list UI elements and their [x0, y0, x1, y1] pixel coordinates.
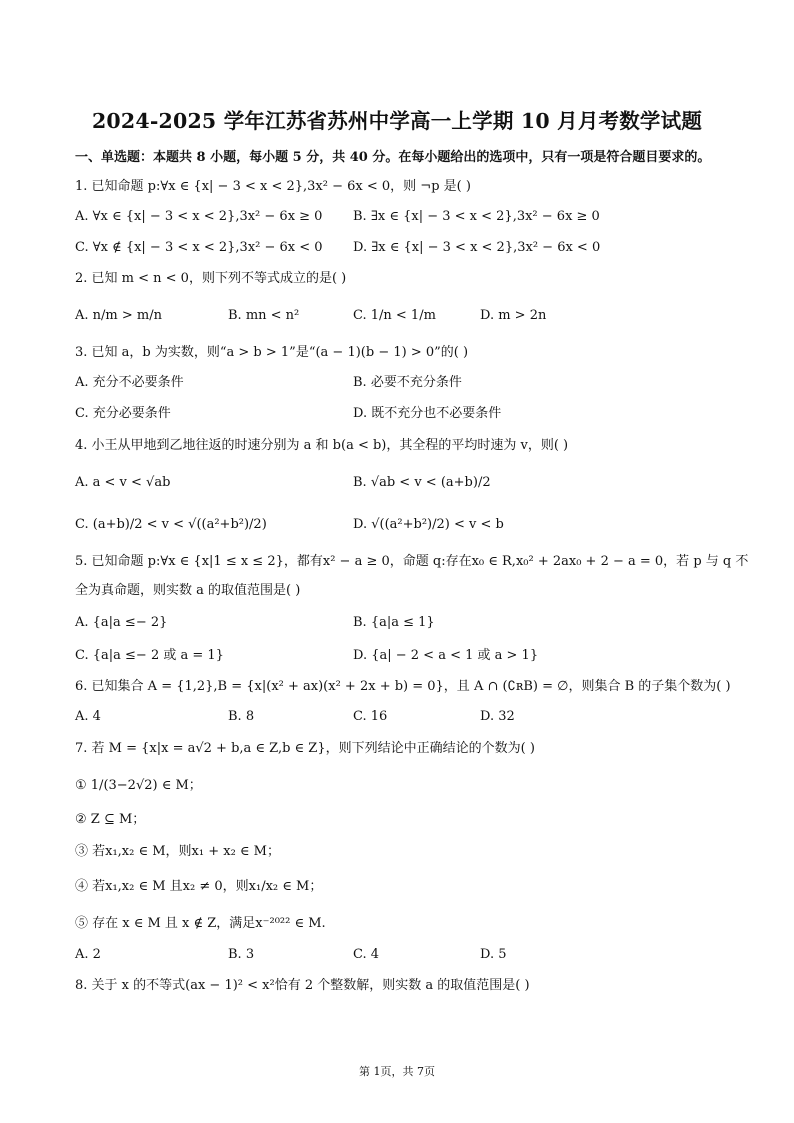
question-6-option-c: C. 16: [353, 709, 388, 724]
question-2-option-b: B. mn < n²: [228, 308, 300, 323]
question-5-option-d: D. {a| − 2 < a < 1 或 a > 1}: [353, 648, 539, 663]
question-1-option-b: B. ∃x ∈ {x| − 3 < x < 2},3x² − 6x ≥ 0: [353, 209, 600, 224]
question-6-option-a: A. 4: [75, 709, 101, 724]
question-7-option-a: A. 2: [75, 947, 101, 962]
question-3-option-d: D. 既不充分也不必要条件: [353, 406, 502, 421]
question-7-option-c: C. 4: [353, 947, 380, 962]
question-3-option-b: B. 必要不充分条件: [353, 375, 462, 390]
question-4-option-c: C. (a+b)/2 < v < √((a²+b²)/2): [75, 517, 267, 532]
section-heading: 一、单选题：本题共 8 小题，每小题 5 分，共 40 分。在每小题给出的选项中，只有一项是符合题目要求的。: [75, 150, 711, 165]
question-2-option-a: A. n/m > m/n: [75, 308, 162, 323]
question-6-option-d: D. 32: [480, 709, 515, 724]
question-3-stem: 3. 已知 a，b 为实数，则“a > b > 1”是“(a − 1)(b − 1) > 0”的( ): [75, 345, 469, 360]
question-1-option-a: A. ∀x ∈ {x| − 3 < x < 2},3x² − 6x ≥ 0: [75, 209, 323, 224]
question-4-option-b: B. √ab < v < (a+b)/2: [353, 475, 491, 490]
question-6-stem: 6. 已知集合 A = {1,2},B = {x|(x² + ax)(x² + 2x + b) = 0}，且 A ∩ (∁ʀB) = ∅，则集合 B 的子集个数为( ): [75, 679, 731, 694]
question-8-stem: 8. 关于 x 的不等式(ax − 1)² < x²恰有 2 个整数解，则实数 a 的取值范围是( ): [75, 978, 530, 993]
question-5-option-c: C. {a|a ≤− 2 或 a = 1}: [75, 648, 224, 663]
question-7-statement-5: ⑤ 存在 x ∈ M 且 x ∉ Z，满足x⁻²⁰²² ∈ M.: [75, 916, 326, 931]
page-footer: 第 1页，共 7页: [359, 1065, 435, 1078]
page-title: 2024-2025 学年江苏省苏州中学高一上学期 10 月月考数学试题: [91, 109, 703, 133]
question-2-option-d: D. m > 2n: [480, 308, 547, 323]
question-7-stem: 7. 若 M = {x|x = a√2 + b,a ∈ Z,b ∈ Z}，则下列结论中正确结论的个数为( ): [75, 741, 535, 756]
question-7-option-b: B. 3: [228, 947, 255, 962]
question-4-option-d: D. √((a²+b²)/2) < v < b: [353, 517, 504, 532]
question-5-option-a: A. {a|a ≤− 2}: [75, 615, 168, 630]
question-7-option-d: D. 5: [480, 947, 507, 962]
question-1-option-d: D. ∃x ∈ {x| − 3 < x < 2},3x² − 6x < 0: [353, 240, 601, 255]
question-5-stem-line-2: 全为真命题，则实数 a 的取值范围是( ): [75, 583, 301, 598]
question-6-option-b: B. 8: [228, 709, 255, 724]
question-7-statement-1: ① 1/(3−2√2) ∈ M；: [75, 778, 202, 793]
question-7-statement-2: ② Z ⊆ M；: [75, 812, 146, 827]
question-5-stem-line-1: 5. 已知命题 p:∀x ∈ {x|1 ≤ x ≤ 2}，都有x² − a ≥ 0，命题 q:存在x₀ ∈ R,x₀² + 2ax₀ + 2 − a = 0，若 p 与 q 不: [75, 554, 749, 569]
question-2-stem: 2. 已知 m < n < 0，则下列不等式成立的是( ): [75, 271, 347, 286]
question-4-option-a: A. a < v < √ab: [75, 475, 171, 490]
question-3-option-a: A. 充分不必要条件: [75, 375, 184, 390]
question-4-stem: 4. 小王从甲地到乙地往返的时速分别为 a 和 b(a < b)，其全程的平均时速为 v，则( ): [75, 438, 569, 453]
question-5-option-b: B. {a|a ≤ 1}: [353, 615, 435, 630]
question-3-option-c: C. 充分必要条件: [75, 406, 171, 421]
question-1-stem: 1. 已知命题 p:∀x ∈ {x| − 3 < x < 2},3x² − 6x < 0，则 ¬p 是( ): [75, 179, 471, 194]
question-7-statement-4: ④ 若x₁,x₂ ∈ M 且x₂ ≠ 0，则x₁/x₂ ∈ M；: [75, 879, 323, 894]
question-1-option-c: C. ∀x ∉ {x| − 3 < x < 2},3x² − 6x < 0: [75, 240, 323, 255]
question-7-statement-3: ③ 若x₁,x₂ ∈ M，则x₁ + x₂ ∈ M；: [75, 844, 280, 859]
question-2-option-c: C. 1/n < 1/m: [353, 308, 436, 323]
